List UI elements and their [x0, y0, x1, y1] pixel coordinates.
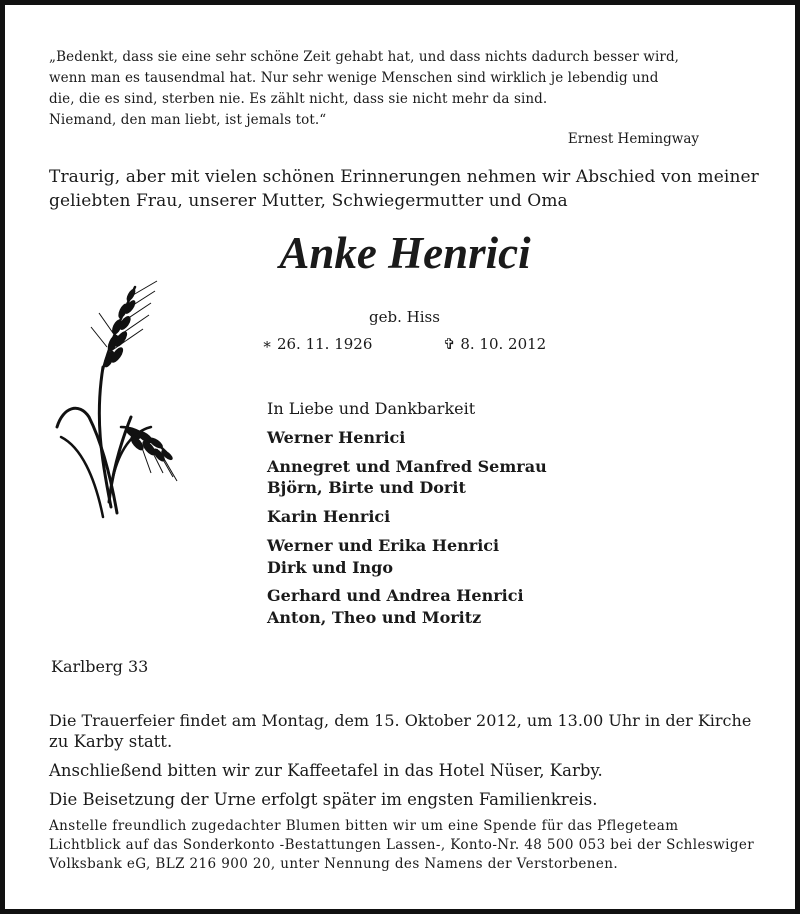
address: Karlberg 33 [51, 657, 149, 676]
mourner-line: Dirk und Ingo [267, 558, 394, 577]
mourner-line: Gerhard und Andrea Henrici [267, 586, 524, 605]
deceased-name: Anke Henrici [279, 228, 531, 278]
quote-line: Niemand, den man liebt, ist jemals tot.“ [49, 112, 327, 128]
thanks-heading: In Liebe und Dankbarkeit [267, 399, 476, 418]
donation-line: Volksbank eG, BLZ 216 900 20, unter Nennung des Namens der Verstorbenen. [49, 856, 619, 872]
intro-line: Traurig, aber mit vielen schönen Erinnerungen nehmen wir Abschied von meiner [49, 167, 759, 187]
mourner-line: Anton, Theo und Moritz [267, 608, 482, 627]
service-line: Die Beisetzung der Urne erfolgt später im engsten Familienkreis. [49, 790, 598, 809]
death-date: ✞ 8. 10. 2012 [443, 335, 547, 353]
maiden-name: geb. Hiss [369, 308, 440, 326]
donation-line: Anstelle freundlich zugedachter Blumen bitten wir um eine Spende für das Pflegeteam [49, 818, 679, 834]
quote-line: wenn man es tausendmal hat. Nur sehr wenige Menschen sind wirklich je lebendig und [49, 70, 659, 86]
mourner-line: Werner und Erika Henrici [267, 536, 500, 555]
donation-line: Lichtblick auf das Sonderkonto -Bestattungen Lassen-, Konto-Nr. 48 500 053 bei der Schleswiger [49, 837, 755, 853]
mourner-line: Björn, Birte und Dorit [267, 478, 466, 497]
mourner-line: Karin Henrici [267, 507, 391, 526]
quote-author: Ernest Hemingway [567, 131, 699, 147]
intro-line: geliebten Frau, unserer Mutter, Schwiegermutter und Oma [49, 191, 568, 211]
birth-date: ∗ 26. 11. 1926 [262, 335, 373, 353]
service-line: Anschließend bitten wir zur Kaffeetafel in das Hotel Nüser, Karby. [49, 761, 603, 780]
service-line: Die Trauerfeier findet am Montag, dem 15. Oktober 2012, um 13.00 Uhr in der Kirche [49, 711, 752, 730]
mourner-line: Annegret und Manfred Semrau [267, 457, 547, 476]
service-line: zu Karby statt. [49, 732, 173, 751]
quote-line: „Bedenkt, dass sie eine sehr schöne Zeit gehabt hat, und dass nichts dadurch besser wird, [49, 49, 680, 65]
wheat-icon [51, 277, 181, 527]
mourner-line: Werner Henrici [267, 428, 406, 447]
quote-line: die, die es sind, sterben nie. Es zählt nicht, dass sie nicht mehr da sind. [49, 91, 548, 107]
